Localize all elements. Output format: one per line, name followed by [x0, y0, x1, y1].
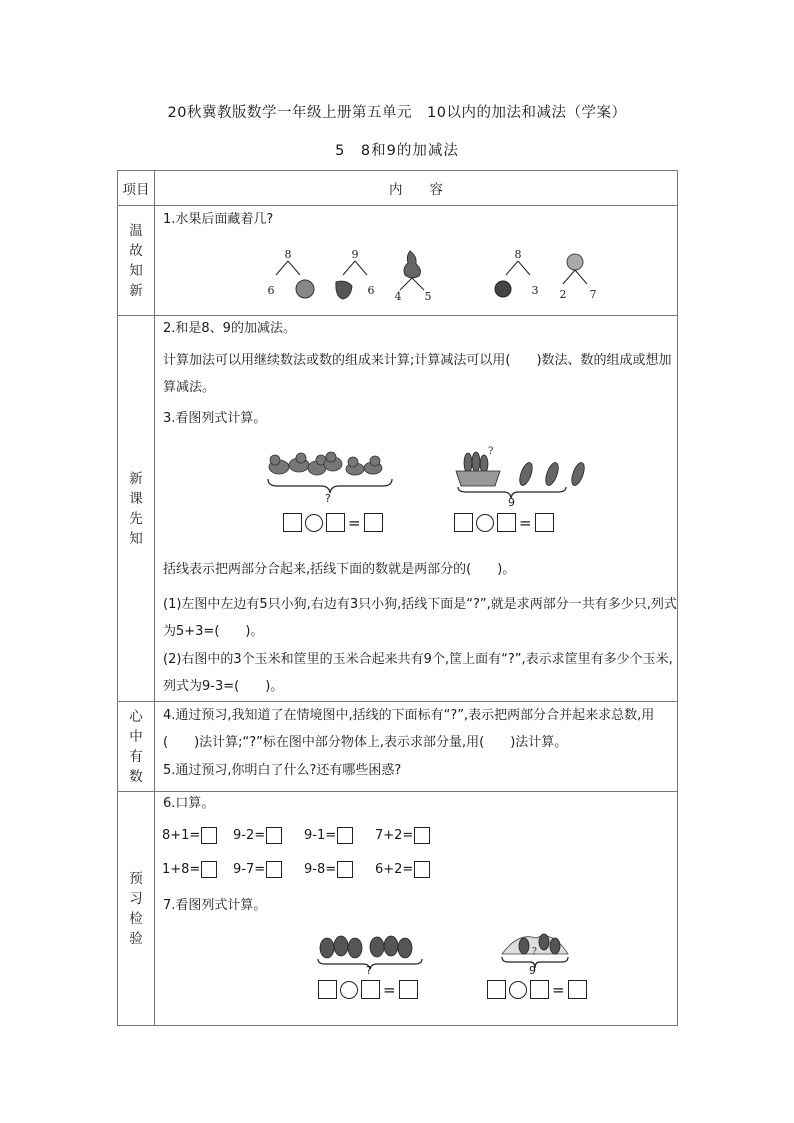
strawberry-icon	[336, 281, 352, 299]
section-label-check: 预习检验	[118, 792, 155, 1026]
pear-icon	[404, 251, 420, 278]
check-equation-right: =	[487, 980, 587, 999]
question-7: 7.看图列式计算。	[163, 898, 267, 913]
tree2-right: 6	[367, 284, 375, 297]
answer-box[interactable]	[201, 827, 217, 844]
answer-box[interactable]	[535, 513, 554, 532]
corn-basket-picture	[448, 444, 598, 500]
answer-box[interactable]	[364, 513, 383, 532]
question-2: 2.和是8、9的加减法。	[163, 321, 296, 336]
answer-box[interactable]	[337, 827, 353, 844]
document-subtitle: 5 8和9的加减法	[335, 143, 459, 159]
question-3: 3.看图列式计算。	[163, 411, 267, 426]
equation-right: =	[454, 513, 554, 532]
section-check	[155, 792, 678, 1026]
answer-box[interactable]	[266, 861, 282, 878]
operator-circle[interactable]	[305, 514, 323, 532]
answer-box[interactable]	[414, 827, 430, 844]
calc-item: 7+2=	[375, 827, 430, 844]
paragraph-method: 计算加法可以用继续数法或数的组成来计算;计算减法可以用( )数法、数的组成或想加算减法。	[163, 353, 672, 395]
answer-box[interactable]	[399, 980, 418, 999]
document-title: 20秋冀教版数学一年级上册第五单元 10以内的加法和减法（学案）	[167, 105, 627, 121]
question-6: 6.口算。	[163, 796, 215, 811]
apple-icon	[296, 280, 314, 298]
section-new	[155, 316, 678, 702]
calc-item: 8+1=	[162, 827, 217, 844]
equation-left: =	[283, 513, 383, 532]
answer-box[interactable]	[318, 980, 337, 999]
operator-circle[interactable]	[476, 514, 494, 532]
check-equation-left: =	[318, 980, 418, 999]
answer-box[interactable]	[497, 513, 516, 532]
answer-box[interactable]	[530, 980, 549, 999]
calc-item: 1+8=	[162, 861, 217, 878]
tree3-right: 5	[424, 290, 432, 303]
tree1-left: 6	[267, 284, 275, 297]
section-label-mind: 心中有数	[118, 702, 155, 792]
operator-circle[interactable]	[509, 981, 527, 999]
basket-question: ?	[488, 446, 494, 457]
section-review	[155, 206, 678, 316]
section-label-review: 温故知新	[118, 206, 155, 316]
tree2-top: 9	[351, 248, 359, 261]
paragraph-puppies: (1)左图中左边有5只小狗,右边有3只小狗,括线下面是“?”,就是求两部分一共有多少只,列式为5+3=( )。	[163, 597, 677, 639]
tree4-top: 8	[514, 248, 522, 261]
operator-circle[interactable]	[340, 981, 358, 999]
answer-box[interactable]	[361, 980, 380, 999]
left-brace-label: ?	[325, 492, 331, 505]
answer-box[interactable]	[201, 861, 217, 878]
check-right-brace-label: 9	[529, 964, 536, 977]
tree1-top: 8	[284, 248, 292, 261]
paragraph-question-5: 5.通过预习,你明白了什么?还有哪些困惑?	[163, 763, 402, 778]
section-label-new: 新课先知	[118, 316, 155, 702]
calc-item: 9-7=	[233, 861, 282, 878]
tree5-left: 2	[559, 288, 567, 301]
calc-item: 9-8=	[304, 861, 353, 878]
answer-box[interactable]	[414, 861, 430, 878]
answer-box[interactable]	[487, 980, 506, 999]
header-item: 项目	[118, 171, 155, 206]
tree3-left: 4	[394, 290, 402, 303]
calc-item: 9-2=	[233, 827, 282, 844]
brace	[268, 479, 392, 493]
calc-item: 9-1=	[304, 827, 353, 844]
answer-box[interactable]	[568, 980, 587, 999]
right-brace-label: 9	[508, 496, 515, 509]
paragraph-corn: (2)右图中的3个玉米和筐里的玉米合起来共有9个,筐上面有“?”,表示求筐里有多少个玉米,列式为9-3=( )。	[163, 652, 673, 694]
fruit-trees-picture	[155, 244, 678, 304]
apple-icon	[495, 281, 511, 297]
section-mind	[155, 702, 678, 792]
answer-box[interactable]	[266, 827, 282, 844]
question-1: 1.水果后面藏着几?	[163, 212, 274, 227]
paragraph-preview: 4.通过预习,我知道了在情境图中,括线的下面标有“?”,表示把两部分合并起来求总数,用( )法计算;“?”标在图中部分物体上,表示求部分量,用( )法计算。	[163, 708, 655, 750]
answer-box[interactable]	[337, 861, 353, 878]
answer-box[interactable]	[326, 513, 345, 532]
check-left-brace-label: ?	[366, 964, 372, 977]
header-content: 内 容	[155, 171, 678, 206]
tree5-right: 7	[589, 288, 597, 301]
peach-icon	[567, 254, 583, 270]
answer-box[interactable]	[454, 513, 473, 532]
rock-question: ?	[532, 947, 537, 957]
tree4-right: 3	[531, 284, 539, 297]
answer-box[interactable]	[283, 513, 302, 532]
calc-item: 6+2=	[375, 861, 430, 878]
paragraph-brace: 括线表示把两部分合起来,括线下面的数就是两部分的( )。	[163, 562, 516, 577]
worksheet-table	[117, 170, 678, 1026]
